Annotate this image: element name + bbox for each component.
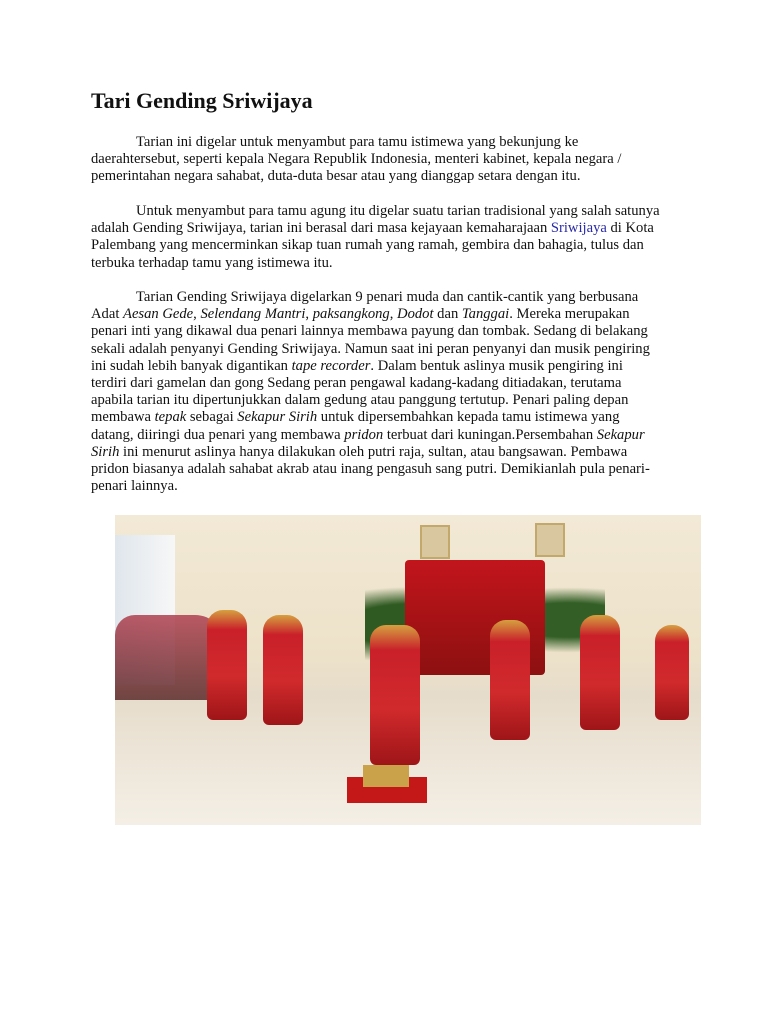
text-run: . Mereka merupakan [509,306,630,323]
text-run: Untuk menyambut para tamu agung itu digelar suatu tarian tradisional yang salah satunya [136,203,660,219]
text-run: penari lainnya. [91,478,178,495]
text-run: Tarian Gending Sriwijaya digelarkan 9 penari muda dan cantik-cantik yang berbusana [136,289,639,305]
text-line [91,427,691,444]
text-line [91,237,691,254]
text-line [91,375,691,392]
text-run: terbuka terhadap tamu yang istimewa itu. [91,254,333,271]
text-run: untuk dipersembahkan kepada tamu istimewa yang [317,409,620,426]
text-run: terbuat dari kuningan.Persembahan [383,426,597,443]
text-run: . Dalam bentuk aslinya musik pengiring ini [370,357,623,374]
italic-term: paksangkong [312,306,390,323]
dancer [207,610,247,720]
paragraph-2 [91,203,691,272]
text-run: Palembang yang mencerminkan sikap tuan rumah yang ramah, gembira dan bahagia, tulus dan [91,237,644,254]
text-run: sekali adalah penyanyi Gending Sriwijaya. Namun saat ini peran penyanyi dan musik pengiring [91,340,650,357]
portrait-frame [420,525,450,559]
text-line [91,392,691,409]
text-run: Adat [91,306,124,323]
text-run: datang, diiringi dua penari yang membawa [91,426,345,443]
text-line [91,444,691,461]
text-line [91,341,691,358]
dance-photo [115,515,701,825]
portrait-frame [535,523,565,557]
text-line [91,478,691,495]
text-run: penari inti yang dikawal dua penari lainnya membawa payung dan tombak. Sedang di belakang [91,323,648,340]
italic-term: Aesan Gede [123,306,194,323]
text-run: terdiri dari gamelan dan gong Sedang peran pengawal kadang-kadang ditiadakan, terutama [91,374,622,391]
tepak-box [363,765,409,787]
text-run: ini menurut aslinya hanya dilakukan oleh putri raja, sultan, atau bangsawan. Pembawa [119,443,628,460]
text-line [91,323,691,340]
text-run: pridon biasanya adalah sahabat akrab atau inang pengasuh sang putri. Demikianlah pula penari- [91,460,650,477]
italic-term: Sekapur [596,426,645,443]
dancer [655,625,689,720]
text-run: daerahtersebut, seperti kepala Negara Republik Indonesia, menteri kabinet, kepala negara / [91,151,622,168]
dancer [263,615,303,725]
italic-term: Sekapur Sirih [237,409,318,426]
text-run: pemerintahan negara sahabat, duta-duta besar atau yang dianggap setara dengan itu. [91,168,581,185]
text-line [91,203,691,220]
italic-term: tepak [154,409,187,426]
text-line [91,134,691,151]
dancer [490,620,530,740]
text-run: adalah Gending Sriwijaya, tarian ini berasal dari masa kejayaan kemaharajaan [91,220,551,237]
text-run: , [193,306,201,323]
text-line [91,461,691,478]
text-line [91,289,691,306]
text-line [91,306,691,323]
italic-term: Tanggai [461,306,510,323]
text-line [91,255,691,272]
text-run: dan [433,306,462,323]
italic-term: Selendang Mantri [200,306,306,323]
paragraph-1 [91,134,691,186]
text-line [91,358,691,375]
italic-term: Sirih [91,443,120,460]
italic-term: Dodot [397,306,434,323]
text-run: , [389,306,398,323]
text-run: apabila tarian itu dipertunjukkan dalam gedung atau panggung tertutup. Penari paling depan [91,392,629,409]
document-title: Tari Gending Sriwijaya [91,88,313,113]
text-line [91,220,691,237]
text-run: sebagai [186,409,238,426]
text-run: membawa [91,409,155,426]
italic-term: pridon [344,426,384,443]
sriwijaya-link[interactable]: Sriwijaya [550,220,607,237]
italic-term: tape recorder [291,357,371,374]
text-run: , [305,306,313,323]
text-line [91,151,691,168]
text-run: Tarian ini digelar untuk menyambut para tamu istimewa yang bekunjung ke [136,134,579,150]
text-run: di Kota [606,220,654,237]
dancer [370,625,420,765]
paragraph-3 [91,289,691,495]
text-run: ini sudah lebih banyak digantikan [91,357,292,374]
text-line [91,409,691,426]
text-line [91,168,691,185]
dancer [580,615,620,730]
